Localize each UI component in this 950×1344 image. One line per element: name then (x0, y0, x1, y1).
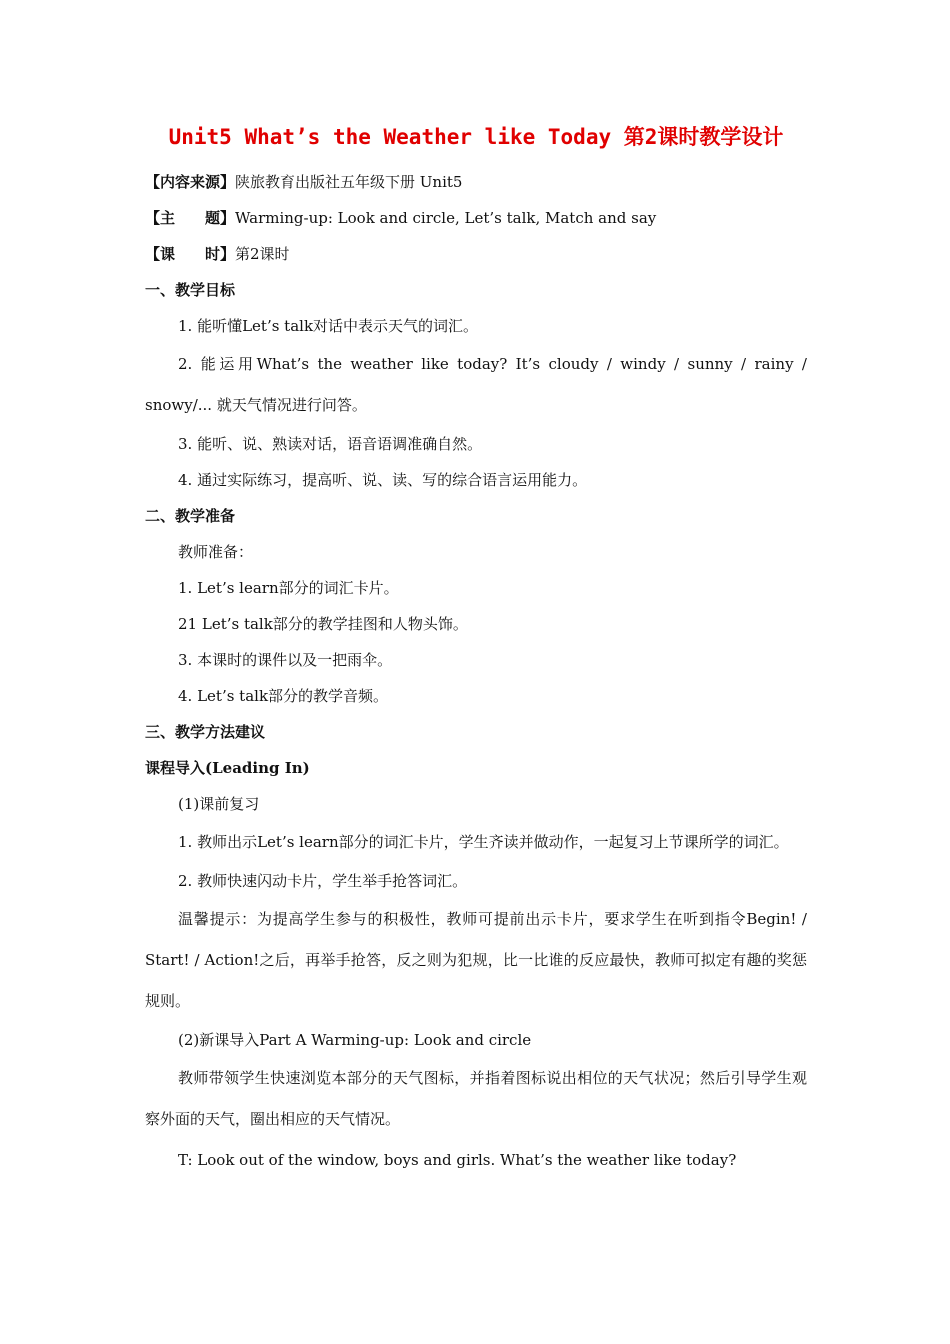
review-label: (1)课前复习 (178, 795, 260, 813)
tip-paragraph: 温馨提示：为提高学生参与的积极性，教师可提前出示卡片，要求学生在听到指令Begin! / Start! / Action!之后，再举手抢答，反之则为犯规，比一比谁的反应最快，教师可拟定有趣的奖惩规则。 (145, 910, 807, 1010)
intro-paragraph: 教师带领学生快速浏览本部分的天气图标，并指着图标说出相位的天气状况；然后引导学生观察外面的天气，圈出相应的天气情况。 (145, 1069, 807, 1128)
preparation-item-3: 3. 本课时的课件以及一把雨伞。 (178, 651, 393, 669)
dialogue-line: T: Look out of the window, boys and girls. What’s the weather like today? (178, 1151, 737, 1169)
meta-period-label: 【课 时】 (145, 245, 236, 263)
meta-source-label: 【内容来源】 (145, 173, 236, 191)
preparation-sub: 教师准备： (178, 543, 254, 561)
methods-heading: 三、教学方法建议 (145, 723, 266, 741)
objectives-heading: 一、教学目标 (145, 281, 236, 299)
meta-source-value: 陕旅教育出版社五年级下册 Unit5 (235, 173, 463, 191)
objective-item-2: 2. 能运用What’s the weather like today? It’s cloudy / windy / sunny / rainy / snowy/... 就天气情况进行问答。 (145, 355, 807, 414)
objective-item-1: 1. 能听懂Let’s talk对话中表示天气的词汇。 (178, 317, 479, 335)
objective-item-3: 3. 能听、说、熟读对话，语音语调准确自然。 (178, 435, 483, 453)
preparation-item-2: 21 Let’s talk部分的教学挂图和人物头饰。 (178, 615, 468, 633)
objective-item-4: 4. 通过实际练习，提高听、说、读、写的综合语言运用能力。 (178, 471, 588, 489)
meta-topic-value: Warming-up: Look and circle, Let’s talk, Match and say (235, 209, 657, 227)
preparation-item-1: 1. Let’s learn部分的词汇卡片。 (178, 579, 399, 597)
review-item-1: 1. 教师出示Let’s learn部分的词汇卡片，学生齐读并做动作，一起复习上节课所学的词汇。 (178, 833, 789, 851)
preparation-item-4: 4. Let’s talk部分的教学音频。 (178, 687, 389, 705)
document-page (145, 120, 807, 1181)
intro-label: (2)新课导入Part A Warming-up: Look and circle (178, 1031, 532, 1049)
methods-sub-heading: 课程导入(Leading In) (145, 759, 310, 777)
meta-period-value: 第2课时 (235, 245, 290, 263)
meta-topic (145, 200, 807, 236)
meta-topic-label: 【主 题】 (145, 209, 236, 227)
meta-period (145, 236, 807, 272)
document-title: Unit5 What’s the Weather like Today 第2课时教学设计 (168, 125, 784, 149)
preparation-heading: 二、教学准备 (145, 507, 236, 525)
meta-source (145, 164, 807, 200)
review-item-2: 2. 教师快速闪动卡片，学生举手抢答词汇。 (178, 872, 468, 890)
